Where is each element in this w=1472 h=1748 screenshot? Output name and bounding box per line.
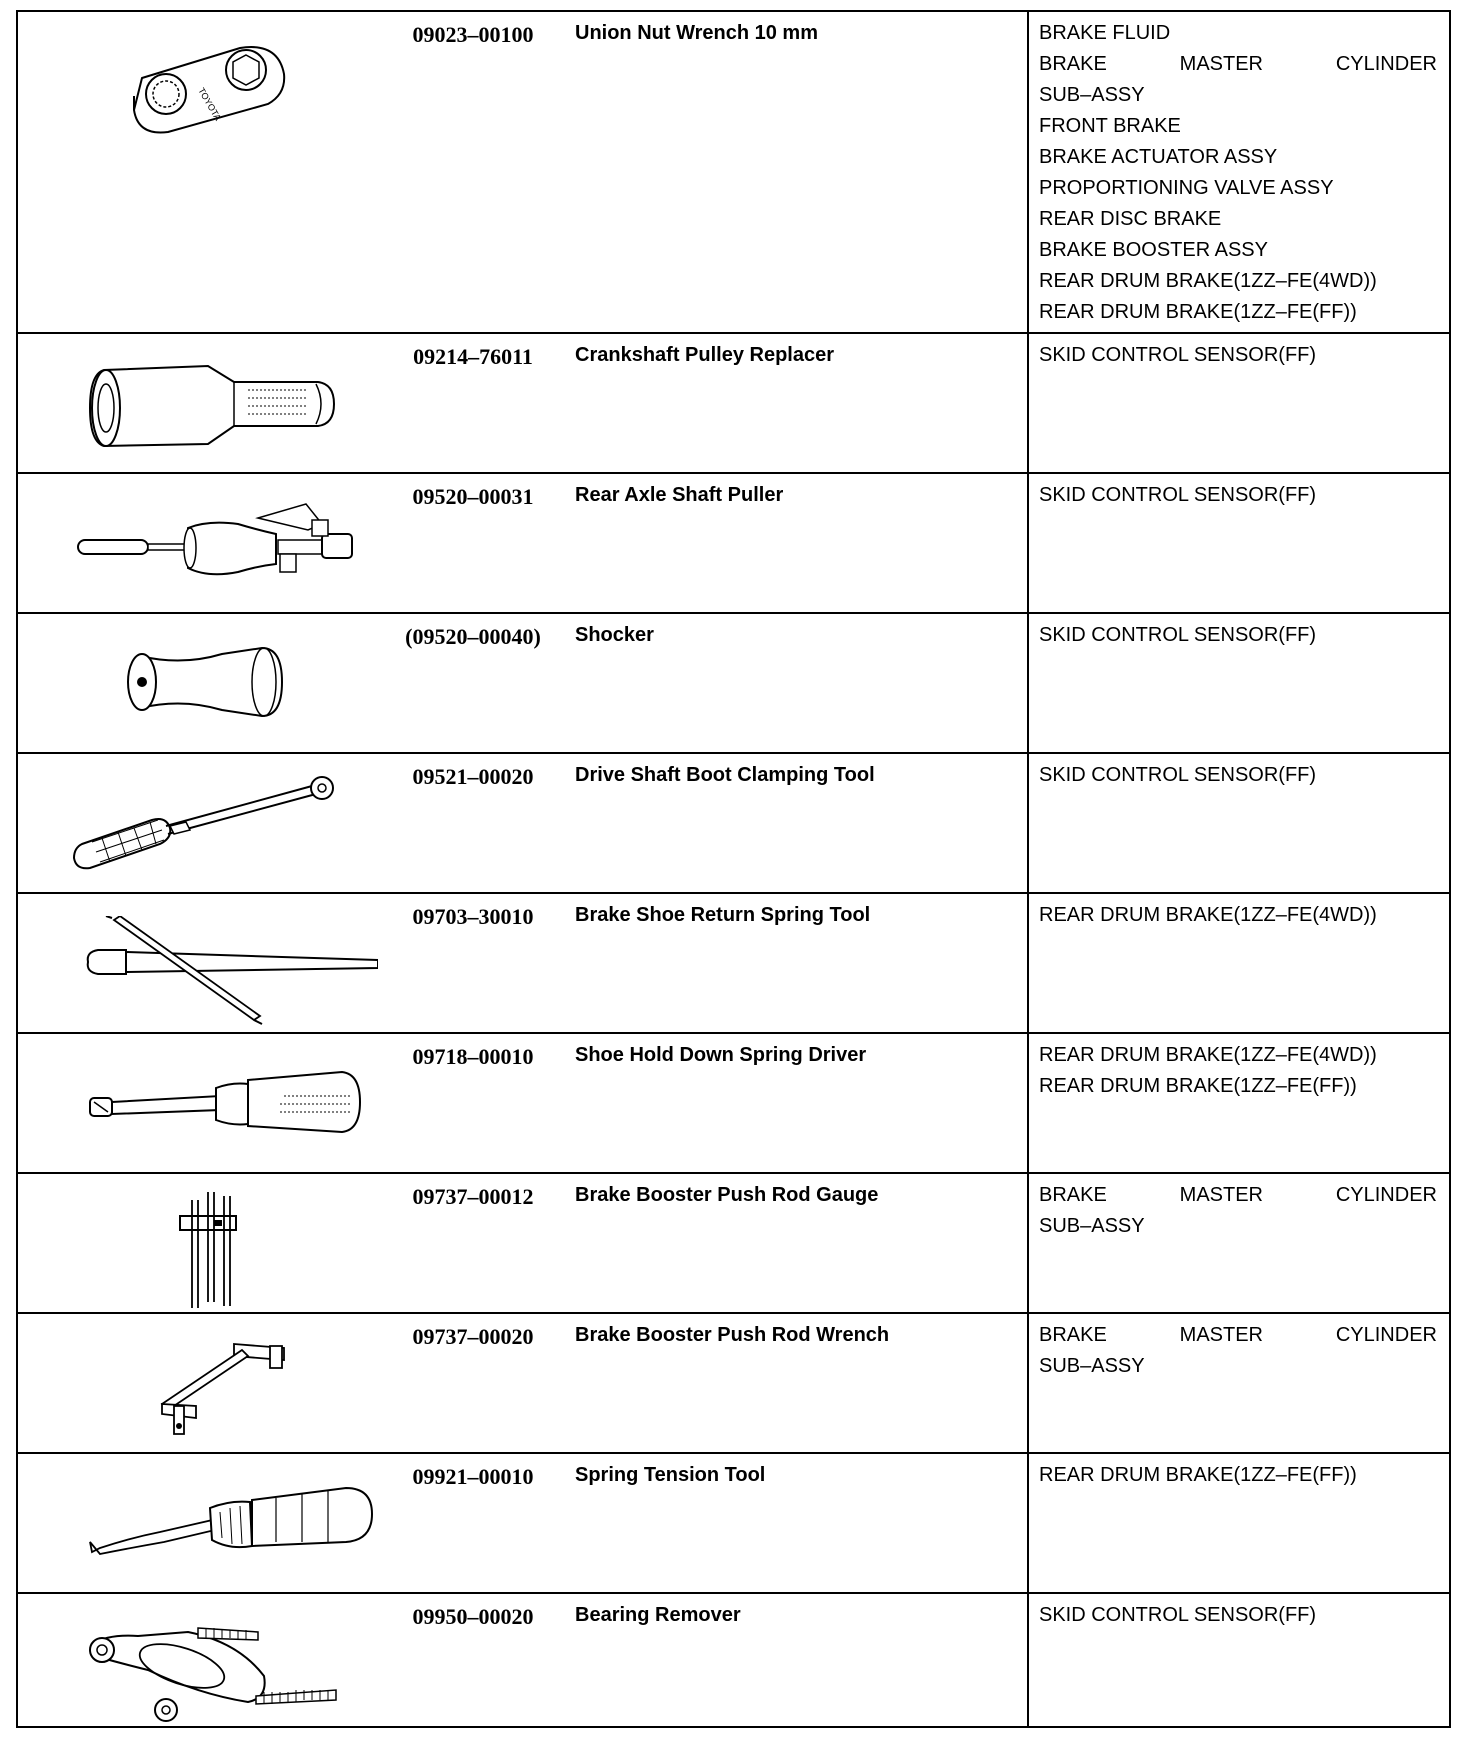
hold-down-spring-driver-icon <box>80 1064 370 1144</box>
note-line: SUB–ASSY <box>1039 1215 1145 1237</box>
note-cell <box>1028 11 1450 333</box>
part-number: 09023–00100 <box>383 11 563 333</box>
note-line: BRAKE BOOSTER ASSY <box>1039 239 1268 261</box>
tool-illustration-cell <box>17 1313 383 1453</box>
note-word: CYLINDER <box>1335 1324 1437 1346</box>
part-name: Crankshaft Pulley Replacer <box>563 333 1028 473</box>
note-line: REAR DRUM BRAKE(1ZZ–FE(4WD)) <box>1039 270 1377 292</box>
tool-row <box>17 1313 1450 1453</box>
tool-illustration-cell <box>17 11 383 333</box>
part-name: Union Nut Wrench 10 mm <box>563 11 1028 333</box>
tool-illustration-cell <box>17 613 383 753</box>
part-number: 09737–00012 <box>383 1173 563 1313</box>
note-line: BRAKE ACTUATOR ASSY <box>1039 146 1278 168</box>
push-rod-wrench-icon <box>158 1340 308 1440</box>
note-line: PROPORTIONING VALVE ASSY <box>1039 177 1334 199</box>
note-line: REAR DRUM BRAKE(1ZZ–FE(4WD)) <box>1039 904 1377 926</box>
part-name: Brake Booster Push Rod Wrench <box>563 1313 1028 1453</box>
part-number: 09950–00020 <box>383 1593 563 1727</box>
tool-row <box>17 333 1450 473</box>
note-cell <box>1028 1033 1450 1173</box>
note-line: REAR DISC BRAKE <box>1039 208 1222 230</box>
tool-row <box>17 753 1450 893</box>
part-name: Drive Shaft Boot Clamping Tool <box>563 753 1028 893</box>
tool-illustration-cell <box>17 1173 383 1313</box>
note-word: MASTER <box>1179 1324 1263 1346</box>
boot-clamping-tool-icon <box>62 772 352 872</box>
part-number: 09521–00020 <box>383 753 563 893</box>
return-spring-tool-icon <box>78 916 378 1026</box>
part-number: 09520–00031 <box>383 473 563 613</box>
spring-tension-tool-icon <box>80 1482 380 1572</box>
note-line: SKID CONTROL SENSOR(FF) <box>1039 624 1317 646</box>
note-line: REAR DRUM BRAKE(1ZZ–FE(FF)) <box>1039 1464 1357 1486</box>
note-line: REAR DRUM BRAKE(1ZZ–FE(4WD)) <box>1039 1044 1377 1066</box>
note-cell <box>1028 333 1450 473</box>
note-word: CYLINDER <box>1335 1184 1437 1206</box>
part-name: Bearing Remover <box>563 1593 1028 1727</box>
note-line: REAR DRUM BRAKE(1ZZ–FE(FF)) <box>1039 301 1357 323</box>
tool-row <box>17 473 1450 613</box>
note-line: REAR DRUM BRAKE(1ZZ–FE(FF)) <box>1039 1075 1357 1097</box>
crankshaft-pulley-replacer-icon <box>88 356 348 456</box>
note-cell <box>1028 1453 1450 1593</box>
tool-row <box>17 1173 1450 1313</box>
push-rod-gauge-icon <box>176 1182 256 1310</box>
tool-row <box>17 1593 1450 1727</box>
note-line: SKID CONTROL SENSOR(FF) <box>1039 1604 1317 1626</box>
part-number: 09718–00010 <box>383 1033 563 1173</box>
note-word: CYLINDER <box>1335 53 1437 75</box>
note-word: MASTER <box>1179 53 1263 75</box>
part-name: Shocker <box>563 613 1028 753</box>
note-cell <box>1028 753 1450 893</box>
note-cell <box>1028 1593 1450 1727</box>
tool-row <box>17 11 1450 333</box>
tool-illustration-cell <box>17 1033 383 1173</box>
note-word: BRAKE <box>1039 1324 1107 1346</box>
shocker-icon <box>122 632 292 732</box>
note-word: MASTER <box>1179 1184 1263 1206</box>
part-name: Brake Shoe Return Spring Tool <box>563 893 1028 1033</box>
note-line: SKID CONTROL SENSOR(FF) <box>1039 484 1317 506</box>
tool-illustration-cell <box>17 333 383 473</box>
note-line: SKID CONTROL SENSOR(FF) <box>1039 344 1317 366</box>
note-word: BRAKE <box>1039 1184 1107 1206</box>
note-line-justified <box>1039 1180 1437 1211</box>
part-number: 09921–00010 <box>383 1453 563 1593</box>
part-number: 09703–30010 <box>383 893 563 1033</box>
part-name: Rear Axle Shaft Puller <box>563 473 1028 613</box>
note-cell <box>1028 473 1450 613</box>
part-number: (09520–00040) <box>383 613 563 753</box>
bearing-remover-icon <box>78 1618 378 1728</box>
part-number: 09214–76011 <box>383 333 563 473</box>
tool-illustration-cell <box>17 753 383 893</box>
note-line: SUB–ASSY <box>1039 84 1145 106</box>
tool-row <box>17 1453 1450 1593</box>
union-nut-wrench-icon <box>128 38 288 138</box>
tool-row <box>17 893 1450 1033</box>
tool-illustration-cell <box>17 473 383 613</box>
part-name: Spring Tension Tool <box>563 1453 1028 1593</box>
special-service-tools-table <box>16 10 1451 1728</box>
note-cell <box>1028 1313 1450 1453</box>
note-line: FRONT BRAKE <box>1039 115 1181 137</box>
part-number: 09737–00020 <box>383 1313 563 1453</box>
note-word: BRAKE <box>1039 53 1107 75</box>
tool-row <box>17 613 1450 753</box>
note-cell <box>1028 1173 1450 1313</box>
tool-row <box>17 1033 1450 1173</box>
tool-illustration-cell <box>17 1593 383 1727</box>
note-line-justified <box>1039 49 1437 80</box>
tool-illustration-cell <box>17 1453 383 1593</box>
note-line: SUB–ASSY <box>1039 1355 1145 1377</box>
note-cell <box>1028 893 1450 1033</box>
tool-illustration-cell <box>17 893 383 1033</box>
note-line: SKID CONTROL SENSOR(FF) <box>1039 764 1317 786</box>
svg-text:TOYOTA: TOYOTA <box>196 86 224 123</box>
part-name: Shoe Hold Down Spring Driver <box>563 1033 1028 1173</box>
note-cell <box>1028 613 1450 753</box>
part-name: Brake Booster Push Rod Gauge <box>563 1173 1028 1313</box>
note-line-justified <box>1039 1320 1437 1351</box>
rear-axle-shaft-puller-icon <box>58 494 358 594</box>
note-line: BRAKE FLUID <box>1039 22 1171 44</box>
